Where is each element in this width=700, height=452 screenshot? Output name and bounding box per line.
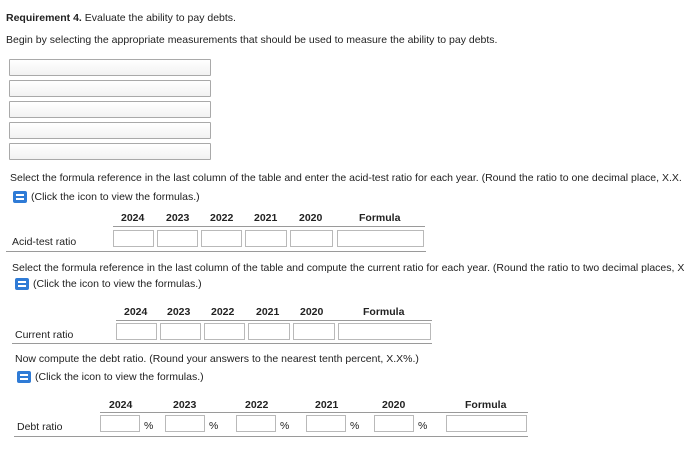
acid-test-year-2022: 2022 <box>210 212 234 224</box>
acid-test-input-2024[interactable] <box>113 230 154 247</box>
current-ratio-input-2022[interactable] <box>204 323 245 340</box>
debt-ratio-row-label: Debt ratio <box>17 421 63 433</box>
current-ratio-input-2023[interactable] <box>160 323 201 340</box>
current-ratio-input-2020[interactable] <box>293 323 335 340</box>
current-ratio-icon-text: (Click the icon to view the formulas.) <box>33 278 202 290</box>
current-ratio-year-2024: 2024 <box>124 306 148 318</box>
measurement-select-4[interactable] <box>9 122 211 139</box>
debt-ratio-year-2020: 2020 <box>382 399 406 411</box>
debt-ratio-input-2024[interactable] <box>100 415 140 432</box>
current-ratio-formula-header: Formula <box>363 306 405 318</box>
formula-info-icon[interactable] <box>15 278 29 290</box>
debt-ratio-formula-select[interactable] <box>446 415 527 432</box>
measurement-select-1[interactable] <box>9 59 211 76</box>
debt-ratio-year-2024: 2024 <box>109 399 133 411</box>
percent-sign: % <box>350 420 360 432</box>
debt-ratio-formula-header: Formula <box>465 399 507 411</box>
current-ratio-header-rule <box>116 320 432 321</box>
current-ratio-instruction: Select the formula reference in the last column of the table and compute the current ratio for each year. (Round the ratio to two decimal places, X <box>12 262 685 274</box>
debt-ratio-input-2021[interactable] <box>306 415 346 432</box>
current-ratio-input-2021[interactable] <box>248 323 290 340</box>
acid-test-input-2021[interactable] <box>245 230 287 247</box>
debt-ratio-instruction: Now compute the debt ratio. (Round your answers to the nearest tenth percent, X.X%.) <box>15 353 419 365</box>
percent-sign: % <box>280 420 290 432</box>
debt-ratio-year-2021: 2021 <box>315 399 339 411</box>
debt-ratio-input-2023[interactable] <box>165 415 205 432</box>
debt-ratio-input-2022[interactable] <box>236 415 276 432</box>
debt-ratio-row-rule <box>14 436 528 437</box>
formula-info-icon[interactable] <box>17 371 31 383</box>
current-ratio-row-label: Current ratio <box>15 329 74 341</box>
acid-test-year-2024: 2024 <box>121 212 145 224</box>
requirement-heading <box>6 12 236 24</box>
debt-ratio-input-2020[interactable] <box>374 415 414 432</box>
formula-info-icon[interactable] <box>13 191 27 203</box>
current-ratio-year-2022: 2022 <box>211 306 235 318</box>
debt-ratio-header-rule <box>100 412 528 413</box>
requirement-label: Requirement 4. <box>6 12 82 24</box>
acid-test-formula-select[interactable] <box>337 230 424 247</box>
debt-ratio-year-2023: 2023 <box>173 399 197 411</box>
current-ratio-input-2024[interactable] <box>116 323 157 340</box>
acid-test-header-rule <box>113 226 425 227</box>
acid-test-year-2020: 2020 <box>299 212 323 224</box>
current-ratio-row-rule <box>12 343 432 344</box>
current-ratio-formula-select[interactable] <box>338 323 431 340</box>
percent-sign: % <box>418 420 428 432</box>
intro-text: Begin by selecting the appropriate measurements that should be used to measure the ability to pay debts. <box>6 34 498 46</box>
requirement-text: Evaluate the ability to pay debts. <box>84 12 236 24</box>
acid-test-input-2022[interactable] <box>201 230 242 247</box>
acid-test-year-2021: 2021 <box>254 212 278 224</box>
measurement-select-5[interactable] <box>9 143 211 160</box>
current-ratio-year-2021: 2021 <box>256 306 280 318</box>
measurement-select-3[interactable] <box>9 101 211 118</box>
acid-test-input-2023[interactable] <box>157 230 198 247</box>
acid-test-row-rule <box>6 251 426 252</box>
acid-test-instruction: Select the formula reference in the last column of the table and enter the acid-test ratio for each year. (Round the ratio to one decimal place, X.X. <box>10 172 682 184</box>
acid-test-input-2020[interactable] <box>290 230 333 247</box>
current-ratio-year-2020: 2020 <box>300 306 324 318</box>
current-ratio-year-2023: 2023 <box>167 306 191 318</box>
percent-sign: % <box>209 420 219 432</box>
debt-ratio-icon-text: (Click the icon to view the formulas.) <box>35 371 204 383</box>
acid-test-year-2023: 2023 <box>166 212 190 224</box>
acid-test-formula-header: Formula <box>359 212 401 224</box>
acid-test-icon-text: (Click the icon to view the formulas.) <box>31 191 200 203</box>
debt-ratio-year-2022: 2022 <box>245 399 269 411</box>
measurement-select-2[interactable] <box>9 80 211 97</box>
acid-test-row-label: Acid-test ratio <box>12 236 77 248</box>
percent-sign: % <box>144 420 154 432</box>
